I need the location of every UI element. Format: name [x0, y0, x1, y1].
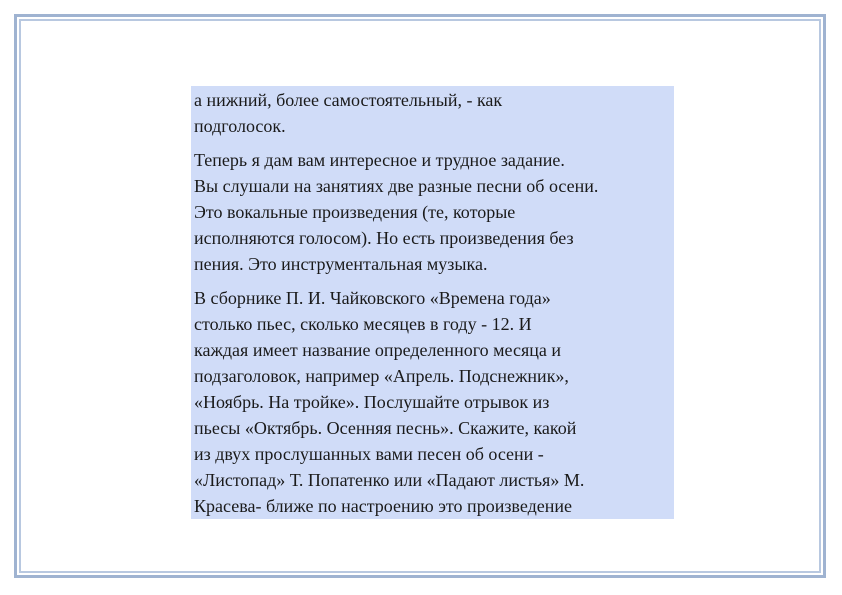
- text-line: Вы слушали на занятиях две разные песни об осени.: [194, 176, 599, 196]
- text-line: подголосок.: [194, 116, 286, 136]
- text-line: Красева- ближе по настроению это произведение: [194, 496, 572, 516]
- paragraph-3: [194, 285, 672, 519]
- paragraph-2: [194, 147, 672, 277]
- text-line: из двух прослушанных вами песен об осени -: [194, 444, 544, 464]
- text-line: В сборнике П. И. Чайковского «Времена года»: [194, 288, 551, 308]
- text-line: пьесы «Октябрь. Осенняя песнь». Скажите, какой: [194, 418, 577, 438]
- text-line: Это вокальные произведения (те, которые: [194, 202, 516, 222]
- text-line: каждая имеет название определенного месяца и: [194, 340, 561, 360]
- text-line: «Листопад» Т. Попатенко или «Падают листья» М.: [194, 470, 585, 490]
- text-line: столько пьес, сколько месяцев в году - 12. И: [194, 314, 532, 334]
- text-line: подзаголовок, например «Апрель. Подснежник»,: [194, 366, 569, 386]
- text-line: исполняются голосом). Но есть произведения без: [194, 228, 574, 248]
- text-block: [191, 86, 674, 519]
- text-line: пения. Это инструментальная музыка.: [194, 254, 488, 274]
- text-line: а нижний, более самостоятельный, - как: [194, 90, 503, 110]
- text-line: «Ноябрь. На тройке». Послушайте отрывок из: [194, 392, 550, 412]
- paragraph-1: [194, 87, 672, 139]
- text-line: Теперь я дам вам интересное и трудное задание.: [194, 150, 565, 170]
